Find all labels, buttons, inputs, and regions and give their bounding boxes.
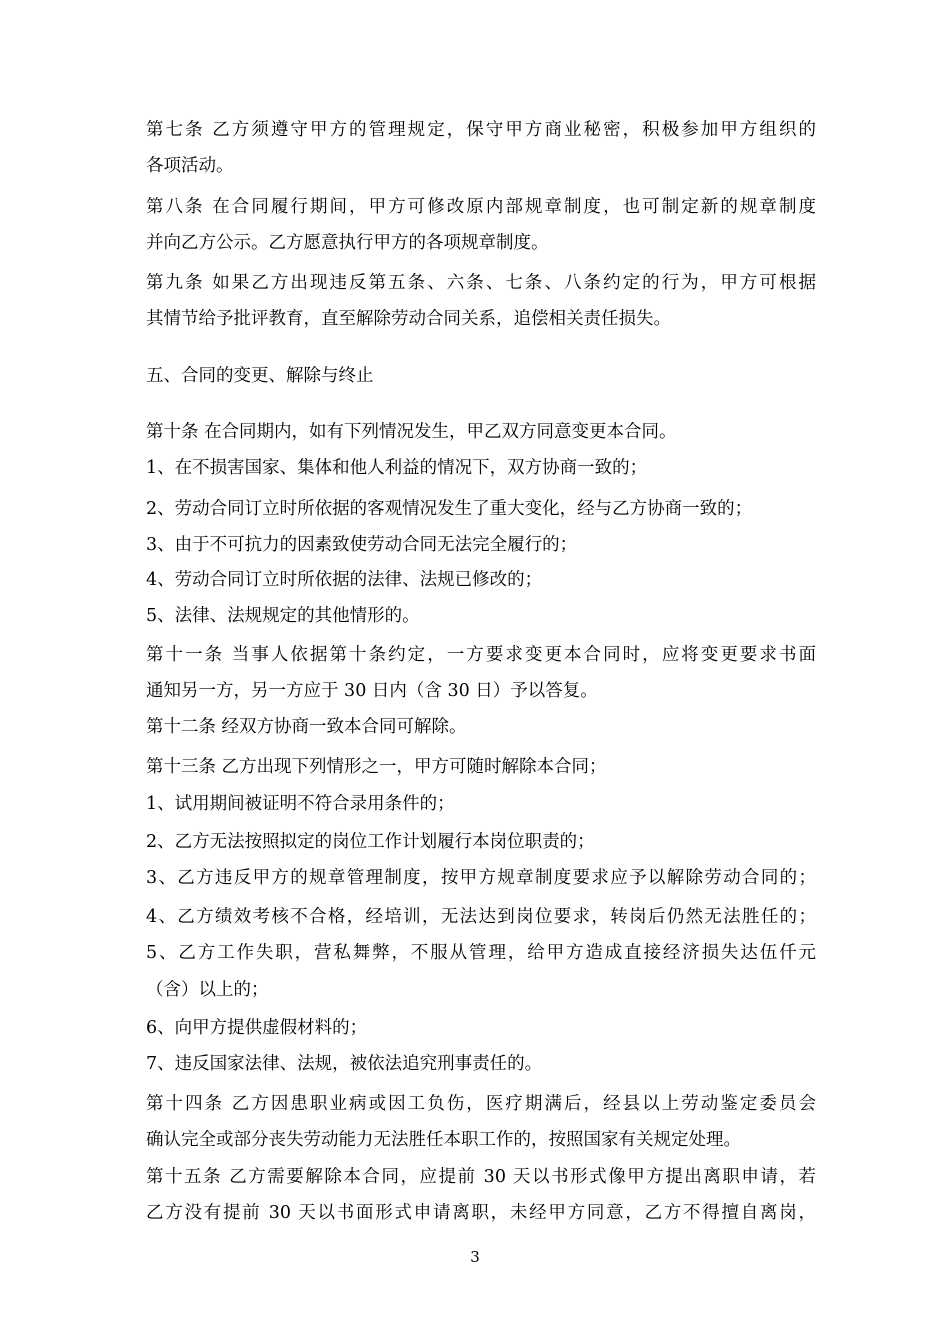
list-item: 5、乙方工作失职，营私舞弊，不服从管理，给甲方造成直接经济损失达伍仟元 [146, 943, 816, 963]
list-item: 5、法律、法规规定的其他情形的。 [146, 606, 420, 626]
text-line: 第十二条 经双方协商一致本合同可解除。 [146, 717, 467, 737]
text-line: 确认完全或部分丧失劳动能力无法胜任本职工作的，按照国家有关规定处理。 [146, 1130, 741, 1150]
list-item: 1、试用期间被证明不符合录用条件的； [146, 794, 455, 814]
list-item: 7、违反国家法律、法规，被依法追究刑事责任的。 [146, 1054, 543, 1074]
text-line: 第十五条 乙方需要解除本合同，应提前 30 天以书形式像甲方提出离职申请，若 [146, 1167, 816, 1187]
text-line: 各项活动。 [146, 156, 234, 176]
text-line: 第八条 在合同履行期间，甲方可修改原内部规章制度，也可制定新的规章制度 [146, 197, 816, 217]
list-item: 3、乙方违反甲方的规章管理制度，按甲方规章制度要求应予以解除劳动合同的； [146, 868, 816, 888]
text-line: 第九条 如果乙方出现违反第五条、六条、七条、八条约定的行为，甲方可根据 [146, 273, 816, 293]
list-item: 4、劳动合同订立时所依据的法律、法规已修改的； [146, 570, 543, 590]
list-item: （含）以上的； [146, 980, 269, 1000]
list-item: 4、乙方绩效考核不合格，经培训，无法达到岗位要求，转岗后仍然无法胜任的； [146, 907, 816, 927]
list-item: 6、向甲方提供虚假材料的； [146, 1018, 368, 1038]
text-line: 第十条 在合同期内，如有下列情况发生，甲乙双方同意变更本合同。 [146, 422, 677, 442]
text-line: 第七条 乙方须遵守甲方的管理规定，保守甲方商业秘密，积极参加甲方组织的 [146, 120, 816, 140]
list-item: 2、乙方无法按照拟定的岗位工作计划履行本岗位职责的； [146, 832, 595, 852]
text-line: 乙方没有提前 30 天以书面形式申请离职，未经甲方同意，乙方不得擅自离岗， [146, 1203, 816, 1223]
page-number: 3 [470, 1248, 480, 1266]
text-line: 其情节给予批评教育，直至解除劳动合同关系，追偿相关责任损失。 [146, 309, 671, 329]
text-line: 第十四条 乙方因患职业病或因工负伤，医疗期满后，经县以上劳动鉴定委员会 [146, 1094, 816, 1114]
text-line: 并向乙方公示。乙方愿意执行甲方的各项规章制度。 [146, 233, 549, 253]
text-line: 第十三条 乙方出现下列情形之一，甲方可随时解除本合同； [146, 757, 607, 777]
list-item: 1、在不损害国家、集体和他人利益的情况下，双方协商一致的； [146, 458, 648, 478]
list-item: 3、由于不可抗力的因素致使劳动合同无法完全履行的； [146, 535, 578, 555]
text-line: 第十一条 当事人依据第十条约定，一方要求变更本合同时，应将变更要求书面 [146, 645, 816, 665]
list-item: 2、劳动合同订立时所依据的客观情况发生了重大变化，经与乙方协商一致的； [146, 499, 753, 519]
section-heading: 五、合同的变更、解除与终止 [146, 366, 374, 386]
text-line: 通知另一方，另一方应于 30 日内（含 30 日）予以答复。 [146, 681, 598, 701]
